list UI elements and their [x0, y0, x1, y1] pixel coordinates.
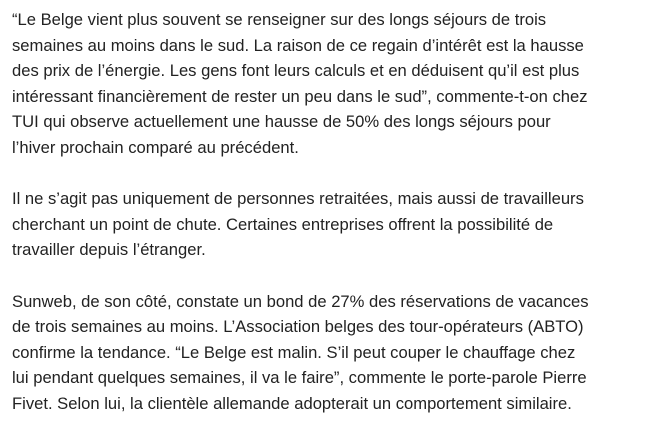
text-line: TUI qui observe actuellement une hausse de 50% des longs séjours pour	[12, 112, 551, 132]
text-line: semaines au moins dans le sud. La raison de ce regain d’intérêt est la hausse	[12, 35, 584, 55]
text-line: Fivet. Selon lui, la clientèle allemande adopterait un comportement similaire.	[12, 393, 572, 413]
text-line: Il ne s’agit pas uniquement de personnes retraitées, mais aussi de travailleurs	[12, 189, 584, 209]
text-line: intéressant financièrement de rester un peu dans le sud”, commente-t-on chez	[12, 86, 588, 106]
paragraph-tui	[12, 7, 659, 161]
text-line: travailler depuis l’étranger.	[12, 240, 206, 260]
text-line: des prix de l’énergie. Les gens font leurs calculs et en déduisent qu’il est plus	[12, 61, 580, 81]
text-line: cherchant un point de chute. Certaines entreprises offrent la possibilité de	[12, 214, 554, 234]
paragraph-workers	[12, 186, 659, 263]
text-line: l’hiver prochain comparé au précédent.	[12, 137, 299, 157]
paragraph-sunweb	[12, 289, 659, 417]
text-line: Sunweb, de son côté, constate un bond de 27% des réservations de vacances	[12, 291, 589, 311]
text-line: confirme la tendance. “Le Belge est malin. S’il peut couper le chauffage chez	[12, 342, 576, 362]
text-line: lui pendant quelques semaines, il va le faire”, commente le porte-parole Pierre	[12, 368, 587, 388]
text-line: de trois semaines au moins. L’Association belges des tour-opérateurs (ABTO)	[12, 317, 584, 337]
text-line: “Le Belge vient plus souvent se renseigner sur des longs séjours de trois	[12, 10, 547, 29]
